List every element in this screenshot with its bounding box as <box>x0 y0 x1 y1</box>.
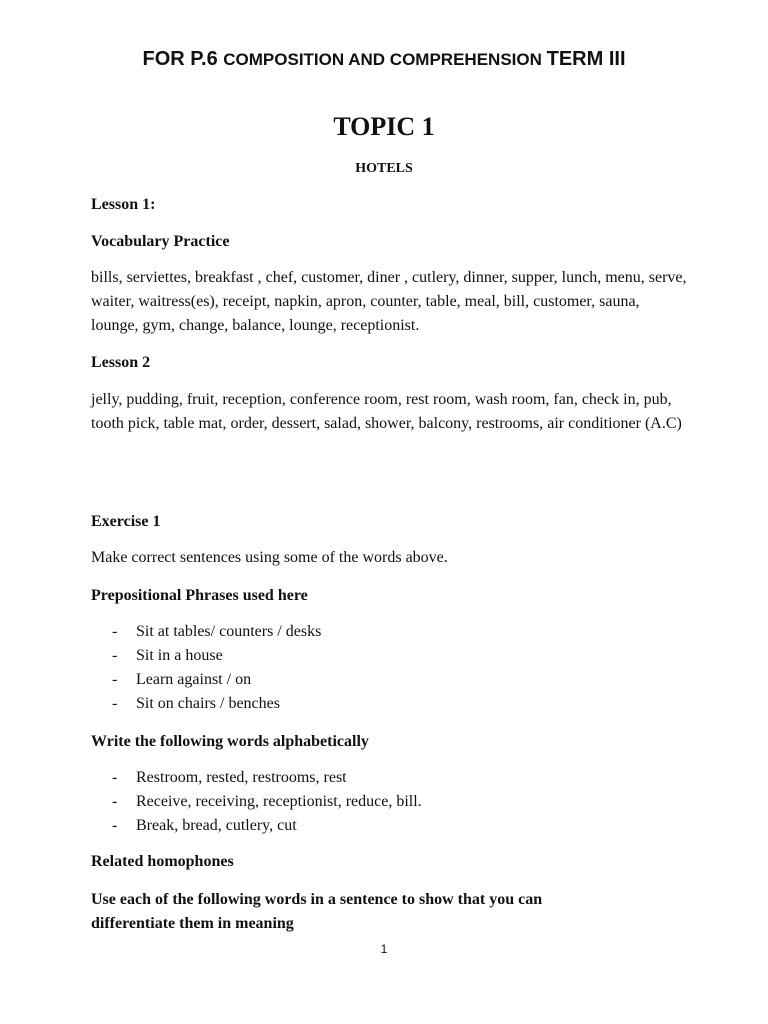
list-item <box>91 668 691 692</box>
lesson2-vocabulary: jelly, pudding, fruit, reception, conference room, rest room, wash room, fan, check in, pub, tooth pick, table mat, order, dessert, salad, shower, balcony, restrooms, air conditioner (A.C) <box>91 391 682 432</box>
prepositional-title: Prepositional Phrases used here <box>91 587 308 604</box>
topic-subtitle: HOTELS <box>355 161 413 176</box>
list-item-text: Restroom, rested, restrooms, rest <box>136 769 347 786</box>
dash-bullet: - <box>112 647 118 664</box>
list-item <box>91 766 691 790</box>
list-item-text: Sit at tables/ counters / desks <box>136 623 322 640</box>
header-subject: COMPOSITION AND COMPREHENSION <box>223 50 547 69</box>
dash-bullet: - <box>112 769 118 786</box>
page-number: 1 <box>380 942 388 956</box>
prepositional-list <box>91 620 691 716</box>
homophones-instruction: Use each of the following words in a sentence to show that you can differentiate them in meaning <box>91 891 543 932</box>
alphabetical-list <box>91 766 691 838</box>
dash-bullet: - <box>112 817 118 834</box>
list-item-text: Sit on chairs / benches <box>136 695 280 712</box>
list-item <box>91 644 691 668</box>
exercise1-title: Exercise 1 <box>91 513 161 530</box>
lesson1-subtitle: Vocabulary Practice <box>91 233 230 250</box>
list-item-text: Receive, receiving, receptionist, reduce, bill. <box>136 793 422 810</box>
dash-bullet: - <box>112 623 118 640</box>
list-item <box>91 790 691 814</box>
exercise1-instruction: Make correct sentences using some of the words above. <box>91 549 448 566</box>
list-item-text: Sit in a house <box>136 647 223 664</box>
lesson2-title: Lesson 2 <box>91 354 151 371</box>
topic-title: TOPIC 1 <box>333 112 435 141</box>
header-term: TERM III <box>546 48 626 70</box>
list-item-text: Break, bread, cutlery, cut <box>136 817 297 834</box>
lesson1-vocabulary: bills, serviettes, breakfast , chef, customer, diner , cutlery, dinner, supper, lunch, menu, serve, waiter, waitress(es), receipt, napkin, apron, counter, table, meal, bill, customer, sauna, lounge, gym, change, balance, lounge, receptionist. <box>91 269 687 334</box>
homophones-title: Related homophones <box>91 853 234 870</box>
header-class: FOR P.6 <box>142 48 224 70</box>
list-item <box>91 692 691 716</box>
list-item <box>91 814 691 838</box>
dash-bullet: - <box>112 695 118 712</box>
document-header <box>0 48 768 71</box>
alphabetical-title: Write the following words alphabetically <box>91 733 369 750</box>
list-item <box>91 620 691 644</box>
lesson1-title: Lesson 1: <box>91 196 156 213</box>
dash-bullet: - <box>112 793 118 810</box>
list-item-text: Learn against / on <box>136 671 252 688</box>
dash-bullet: - <box>112 671 118 688</box>
